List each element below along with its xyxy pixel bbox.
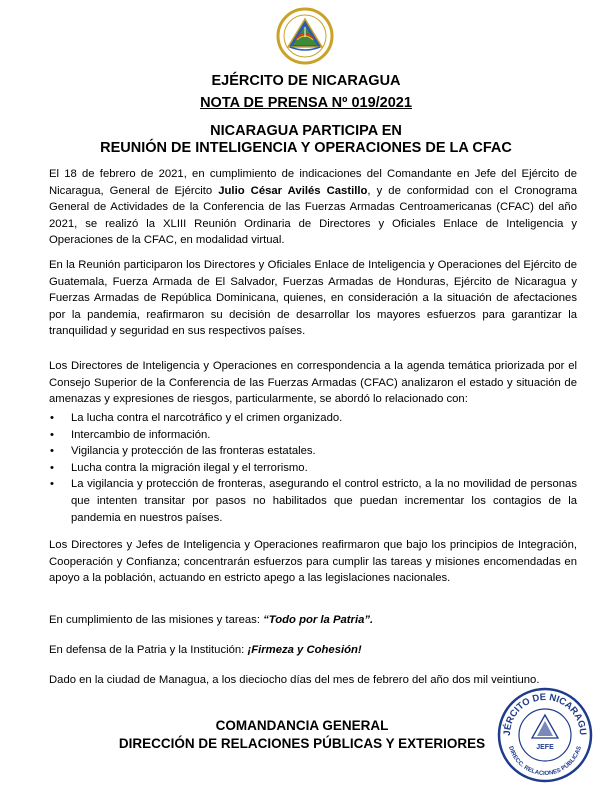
- title-line-2: REUNIÓN DE INTELIGENCIA Y OPERACIONES DE LA CFAC: [100, 140, 512, 156]
- paragraph-2: En la Reunión participaron los Directores y Oficiales Enlace de Inteligencia y Operaciones del Ejército de Guatemala, Fuerza Armada de El Salvador, Fuerzas Armadas de Honduras, Ejército de Nicaragua y Fuerzas Armadas de República Dominicana, quienes, en consideración a la situación de afectaciones por la pandemia, reafirmaron su decisión de desarrollar los mayores esfuerzos para garantizar la tranquilidad y seguridad en sus respectivos países.: [49, 259, 577, 338]
- paragraph-3: Los Directores de Inteligencia y Operaciones en correspondencia a la agenda temática priorizada por el Consejo Superior de la Conferencia de las Fuerzas Armadas (CFAC) analizaron el estado y situación de amenazas y expresiones de riesgos, particularmente, se abordó lo relacionado con:: [49, 360, 577, 406]
- press-note-number: NOTA DE PRENSA Nº 019/2021: [200, 95, 412, 111]
- closing-paragraph: Dado en la ciudad de Managua, a los dieciocho días del mes de febrero del año dos mil veintiuno.: [49, 674, 540, 686]
- svg-text:JEFE: JEFE: [536, 744, 554, 751]
- list-item: • La vigilancia y protección de fronteras, asegurando el control estricto, a la no movilidad de personas que intenten transitar por pasos no habilitados que puedan incrementar los contagios de la pandemia en nuestros países.: [50, 478, 577, 524]
- bullet-icon: •: [50, 445, 54, 458]
- footer-line-2: DIRECCIÓN DE RELACIONES PÚBLICAS Y EXTERIORES: [118, 736, 486, 751]
- list-item: • Lucha contra la migración ilegal y el terrorismo.: [49, 460, 577, 477]
- motto-2: ¡Firmeza y Cohesión!: [247, 644, 362, 656]
- paragraph-1: El 18 de febrero de 2021, en cumplimiento de indicaciones del Comandante en Jefe del Ejército de Nicaragua, General de Ejército Julio César Avilés Castillo, y de conformidad con el Cronograma General de Actividades de la Conferencia de las Fuerzas Armadas Centroamericanas (CFAC) del año 2021, se realizó la XLIII Reunión Ordinaria de Directores y Oficiales Enlace de Inteligencia y Operaciones de la CFAC, en modalidad virtual.: [49, 168, 577, 247]
- motto-1: “Todo por la Patria”.: [263, 614, 374, 626]
- official-stamp-icon: [496, 686, 594, 784]
- bullet-icon: •: [50, 478, 54, 491]
- list-item: • La lucha contra el narcotráfico y el crimen organizado.: [49, 410, 577, 427]
- list-item: • Vigilancia y protección de las fronteras estatales.: [49, 443, 577, 460]
- organization-name: EJÉRCITO DE NICARAGUA: [211, 73, 401, 89]
- svg-text:EJÉRCITO DE NICARAGUA: JÉRCITO DE NICARAGU: [501, 691, 589, 736]
- paragraph-5: En cumplimiento de las misiones y tareas: “Todo por la Patria”.: [49, 614, 374, 626]
- footer-line-1: COMANDANCIA GENERAL: [215, 718, 389, 733]
- title-line-1: NICARAGUA PARTICIPA EN: [210, 123, 402, 139]
- list-item: • Intercambio de información.: [49, 427, 577, 444]
- bullet-icon: •: [50, 461, 54, 474]
- paragraph-6: En defensa de la Patria y la Institución: ¡Firmeza y Cohesión!: [49, 644, 362, 656]
- nicaragua-coat-of-arms-icon: [270, 6, 340, 68]
- svg-text:DIRECC. RELACIONES PÚBLICAS: DIRECC. RELACIONES PÚBLICAS: [507, 745, 583, 778]
- topics-list: [49, 410, 577, 526]
- bullet-icon: •: [50, 428, 54, 441]
- paragraph-4: Los Directores y Jefes de Inteligencia y Operaciones reafirmaron que bajo los principios de Integración, Cooperación y Confianza; concentrarán esfuerzos para cumplir las tareas y misiones encomendadas en apoyo a la población, actuando en estricto apego a las legislaciones nacionales.: [49, 539, 577, 585]
- commander-name: Julio César Avilés Castillo: [218, 184, 368, 197]
- bullet-icon: •: [50, 412, 54, 424]
